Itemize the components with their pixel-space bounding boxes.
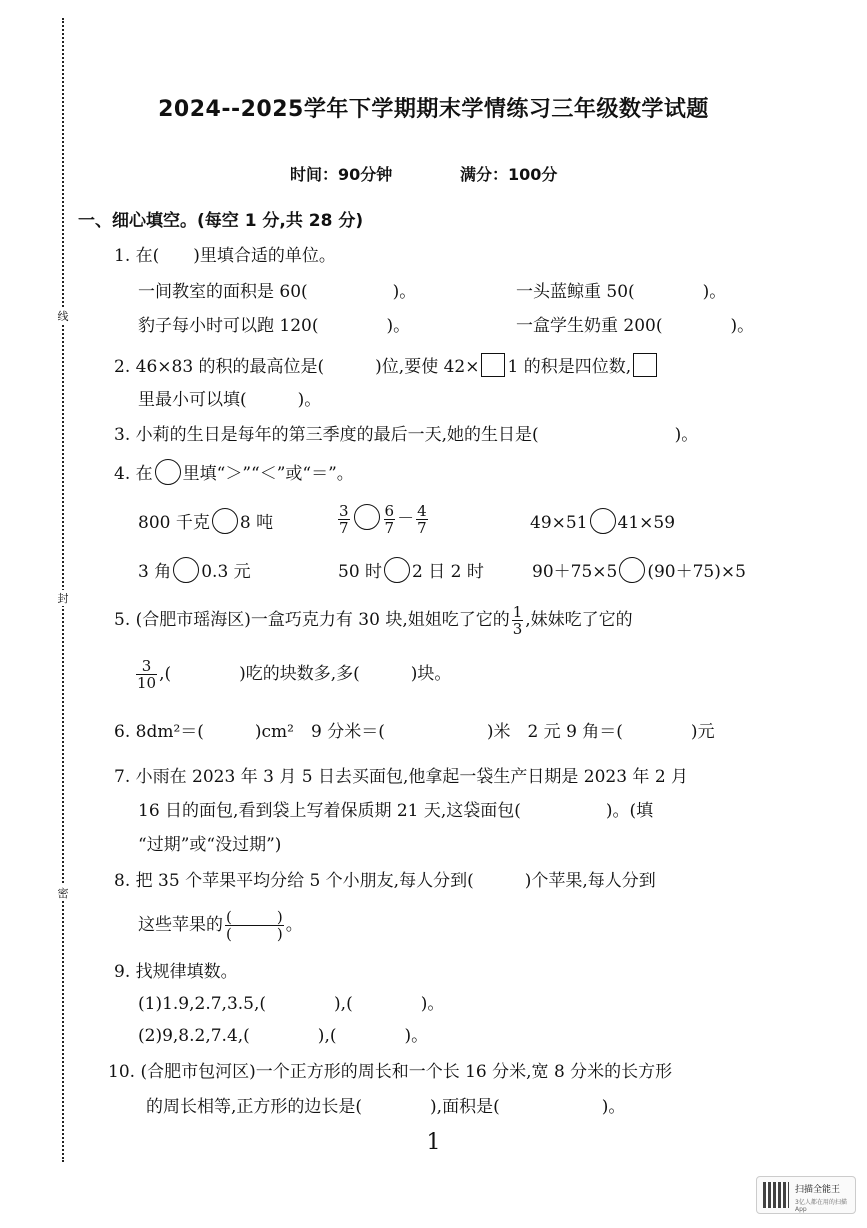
- q9-stem: 9. 找规律填数。: [114, 962, 238, 982]
- denominator-blank[interactable]: ( ): [226, 925, 283, 943]
- q4-1c-right: 41×59: [617, 513, 676, 533]
- q4-stem-a: 4. 在: [114, 464, 153, 484]
- q1-stem: 1. 在( )里填合适的单位。: [114, 246, 336, 266]
- numerator: 3: [339, 502, 349, 520]
- q2-text-2: 1 的积是四位数,: [507, 357, 632, 377]
- q10-line1: 10. (合肥市包河区)一个正方形的周长和一个长 16 分米,宽 8 分米的长方形: [108, 1062, 673, 1082]
- numerator: 3: [136, 658, 157, 675]
- q9-sub-1: (1)1.9,2.7,3.5,( ),( )。: [138, 994, 445, 1014]
- fraction: [338, 503, 350, 536]
- q3-line: 3. 小莉的生日是每年的第三季度的最后一天,她的生日是( )。: [114, 425, 699, 445]
- numerator-blank[interactable]: ( ): [226, 908, 283, 926]
- denominator: 10: [137, 674, 157, 692]
- compare-circle[interactable]: [590, 508, 616, 534]
- q4-stem-b: 里填“＞”“＜”或“＝”。: [182, 464, 354, 484]
- exam-title: 2024--2025学年下学期期末学情练习三年级数学试题: [158, 97, 709, 122]
- q4-item-2b: [338, 557, 484, 583]
- minus-sign: －: [397, 509, 415, 529]
- section-1-heading: 一、细心填空。(每空 1 分,共 28 分): [78, 211, 364, 231]
- q1-blank-b: 一头蓝鲸重 50( )。: [516, 282, 727, 302]
- compare-circle[interactable]: [619, 557, 645, 583]
- compare-circle[interactable]: [155, 459, 181, 485]
- q1-blank-d: 一盒学生奶重 200( )。: [516, 316, 755, 336]
- q7-line1: 7. 小雨在 2023 年 3 月 5 日去买面包,他拿起一袋生产日期是 2023 年 2 月: [114, 767, 689, 787]
- scanner-app-slogan: 3亿人都在用的扫描App: [795, 1199, 847, 1213]
- compare-circle[interactable]: [354, 504, 380, 530]
- q2-line1: [114, 353, 659, 378]
- numerator: 4: [417, 502, 427, 520]
- q4-stem: [114, 459, 354, 485]
- numerator: 6: [384, 502, 395, 520]
- q4-item-2c: [532, 557, 746, 583]
- q8-line2: [138, 906, 303, 944]
- scanner-watermark: [756, 1176, 856, 1214]
- exam-full-score: 满分：100分: [460, 165, 558, 184]
- q2-line2: 里最小可以填( )。: [138, 390, 322, 410]
- q2-text-1: 2. 46×83 的积的最高位是( )位,要使 42×: [114, 357, 480, 377]
- q4-2b-left: 50 时: [338, 562, 383, 582]
- q5-text-3: ,( )吃的块数多,多( )块。: [159, 664, 452, 684]
- binding-label-mid: 封: [57, 592, 69, 605]
- q8-text-b: 。: [285, 915, 303, 935]
- q4-item-1c: [530, 508, 675, 534]
- q7-line2: 16 日的面包,看到袋上写着保质期 21 天,这袋面包( )。(填: [138, 801, 654, 821]
- q6-line: 6. 8dm²＝( )cm² 9 分米＝( )米 2 元 9 角＝( )元: [114, 722, 715, 742]
- q4-1a-right: 8 吨: [239, 513, 274, 533]
- q4-2a-right: 0.3 元: [201, 562, 251, 582]
- q4-2c-right: (90＋75)×5: [647, 562, 746, 582]
- answer-box[interactable]: [633, 353, 657, 377]
- binding-label-bottom: 密: [57, 887, 69, 900]
- q1-blank-a: 一间教室的面积是 60( )。: [138, 282, 417, 302]
- fraction: [384, 503, 396, 536]
- q8-text-a: 这些苹果的: [138, 915, 223, 935]
- q5-line2: [134, 654, 451, 694]
- fraction: [416, 503, 428, 536]
- exam-time: 时间：90分钟: [290, 165, 393, 184]
- fraction: [512, 604, 524, 637]
- page-number: 1: [426, 1130, 441, 1155]
- q10-line2: 的周长相等,正方形的边长是( ),面积是( )。: [146, 1097, 626, 1117]
- binding-label-top: 线: [57, 310, 69, 323]
- q5-text-2: ,妹妹吃了它的: [525, 610, 633, 630]
- qr-code-icon: [763, 1182, 789, 1208]
- numerator: 1: [512, 603, 523, 621]
- q8-line1: 8. 把 35 个苹果平均分给 5 个小朋友,每人分到( )个苹果,每人分到: [114, 871, 656, 891]
- q9-sub-2: (2)9,8.2,7.4,( ),( )。: [138, 1026, 429, 1046]
- answer-box[interactable]: [481, 353, 505, 377]
- denominator: 7: [417, 519, 427, 537]
- fraction: [136, 658, 157, 691]
- q4-2c-left: 90＋75×5: [532, 562, 618, 582]
- denominator: 3: [512, 620, 523, 638]
- q4-1a-left: 800 千克: [138, 513, 210, 533]
- q4-item-1b: [336, 500, 430, 538]
- q5-text-1: 5. (合肥市瑶海区)一盒巧克力有 30 块,姐姐吃了它的: [114, 610, 510, 630]
- q4-item-2a: [138, 557, 251, 583]
- q7-line3: “过期”或“没过期”): [138, 835, 282, 855]
- denominator: 7: [339, 519, 349, 537]
- q4-1c-left: 49×51: [530, 513, 588, 533]
- q4-2a-left: 3 角: [138, 562, 172, 582]
- compare-circle[interactable]: [173, 557, 199, 583]
- compare-circle[interactable]: [384, 557, 410, 583]
- q4-item-1a: [138, 508, 273, 534]
- denominator: 7: [384, 519, 395, 537]
- scanner-app-name: 扫描全能王: [795, 1185, 841, 1195]
- q1-blank-c: 豹子每小时可以跑 120( )。: [138, 316, 411, 336]
- q5-line1: [114, 600, 633, 640]
- compare-circle[interactable]: [212, 508, 238, 534]
- answer-fraction[interactable]: [225, 909, 284, 942]
- q4-2b-right: 2 日 2 时: [412, 562, 484, 582]
